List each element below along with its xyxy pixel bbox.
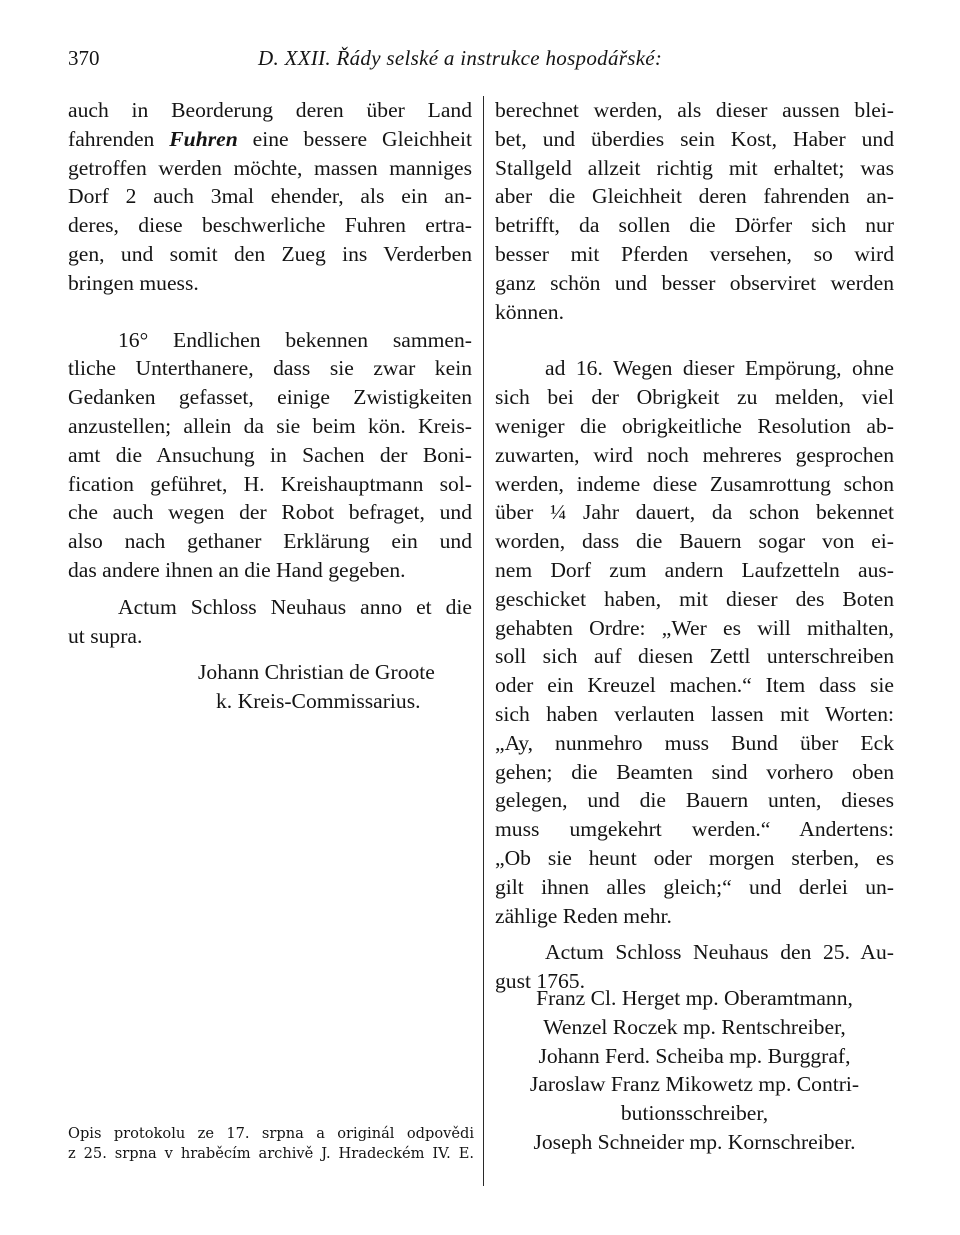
left-column	[68, 96, 472, 716]
paragraph-16	[68, 326, 472, 585]
text-line: fahrenden Fuhren eine bessere Gleichheit	[68, 126, 472, 151]
text-line: also nach gethaner Erklärung ein und	[68, 529, 472, 554]
page-number: 370	[68, 46, 100, 70]
text-line: werden, indeme diese Zusamrottung schon	[495, 471, 894, 496]
text-line: „Ay, nunmehro muss Bund über Eck	[495, 730, 894, 755]
text-line: ganz schön und besser observiret werden	[495, 270, 894, 295]
text-line: geschicket haben, mit dieser des Boten	[495, 586, 894, 611]
signature-groote	[68, 658, 472, 716]
text-line: „Ob sie heunt oder morgen sterben, es	[495, 845, 894, 870]
text-line: berechnet werden, als dieser aussen blei-	[495, 98, 894, 122]
text-line: gehabten Ordre: „Wer es will mithalten,	[495, 615, 894, 640]
text-line: Actum Schloss Neuhaus den 25. Au-	[545, 940, 894, 965]
signer-line: butionsschreiber,	[620, 1101, 769, 1126]
signer-line: Joseph Schneider mp. Kornschreiber.	[533, 1129, 856, 1154]
signer-line: Franz Cl. Herget mp. Oberamtmann,	[536, 986, 853, 1010]
signature-line: k. Kreis-Commissarius.	[216, 689, 421, 714]
text-line: bringen muess.	[68, 270, 199, 295]
paragraph-fuhren	[68, 96, 472, 298]
text-line: deres, diese beschwerliche Fuhren ertra-	[68, 213, 472, 238]
footnote-line: Opis protokolu ze 17. srpna a originál odpovědi	[68, 1125, 474, 1142]
paragraph-berechnet	[495, 96, 894, 326]
signer-line: Wenzel Roczek mp. Rentschreiber,	[543, 1014, 846, 1039]
text-line: gelegen, und die Bauern unten, dieses	[495, 788, 894, 813]
text-line: Gedanken gefasset, einige Zwistigkeiten	[68, 385, 472, 410]
text-line: che auch wegen der Robot befraget, und	[68, 500, 472, 525]
footnote	[68, 1124, 474, 1164]
text-line: gehen; die Beamten sind vorhero oben	[495, 759, 894, 784]
text-line: 16° Endlichen bekennen sammen-	[118, 327, 472, 352]
emphasis: Fuhren	[169, 126, 238, 151]
text-line: sich bei der Obrigkeit zu melden, viel	[495, 385, 894, 410]
text-line: ad 16. Wegen dieser Empörung, ohne	[545, 356, 894, 381]
text-line: gen, und somit den Zueg ins Verderben	[68, 241, 472, 266]
column-divider	[483, 96, 484, 1186]
text-line: tliche Unterthanere, dass sie zwar kein	[68, 356, 472, 381]
right-column	[495, 96, 894, 996]
footnote-line: z 25. srpna v hraběcím archivě J. Hradeckém IV. E.	[68, 1145, 474, 1162]
text-line: getroffen werden möchte, massen manniges	[68, 155, 472, 180]
signer-line: Johann Ferd. Scheiba mp. Burggraf,	[538, 1043, 851, 1068]
text-line: weniger die obrigkeitliche Resolution ab-	[495, 413, 894, 438]
text-line: gust 1765.	[495, 969, 585, 994]
signature-line: Johann Christian de Groote	[198, 660, 435, 685]
text-line: fication geführet, H. Kreishauptmann sol-	[68, 471, 472, 496]
text-line: ut supra.	[68, 623, 143, 648]
text-line: zuwarten, wird noch mehreres gesprochen	[495, 442, 894, 467]
text-line: soll sich auf diesen Zettl unterschreiben	[495, 644, 894, 669]
text-line: auch in Beorderung deren über Land	[68, 98, 472, 122]
signer-line: Jaroslaw Franz Mikowetz mp. Contri-	[529, 1072, 860, 1097]
text-line: bet, und überdies sein Kost, Haber und	[495, 126, 894, 151]
text-line: oder ein Kreuzel machen.“ Item dass sie	[495, 673, 894, 698]
paragraph-ad-16	[495, 354, 894, 930]
text-line: besser mit Pferden versehen, so wird	[495, 241, 894, 266]
actum-left	[68, 593, 472, 651]
text-line: über ¼ Jahr dauert, da schon bekennet	[495, 500, 894, 525]
running-title: D. XXII. Řády selské a instrukce hospodářské:	[258, 46, 663, 70]
text-line: amt die Ansuchung in Sachen der Boni-	[68, 442, 472, 467]
text-line: anzustellen; allein da sie beim kön. Kreis-	[68, 413, 472, 438]
text-line: betrifft, da sollen die Dörfer sich nur	[495, 213, 894, 238]
page-header	[68, 46, 894, 76]
signers-block	[495, 984, 894, 1157]
text-line: aber die Gleichheit deren fahrenden an-	[495, 184, 894, 209]
text-line: gilt ihnen alles gleich;“ und derlei un-	[495, 874, 894, 899]
text-line: zählige Reden mehr.	[495, 903, 672, 928]
text-line: sich haben verlauten lassen mit Worten:	[495, 701, 894, 726]
text-line: Actum Schloss Neuhaus anno et die	[118, 594, 472, 619]
text-line: Dorf 2 auch 3mal ehender, als ein an-	[68, 184, 472, 209]
text-line: können.	[495, 299, 564, 324]
text-line: muss umgekehrt werden.“ Andertens:	[495, 817, 894, 842]
text-line: das andere ihnen an die Hand gegeben.	[68, 557, 406, 582]
text-line: Stallgeld allzeit richtig mit erhaltet; was	[495, 155, 894, 180]
text-line: worden, dass die Bauern sogar von ei-	[495, 529, 894, 554]
text-line: nem Dorf zum andern Laufzetteln aus-	[495, 557, 894, 582]
